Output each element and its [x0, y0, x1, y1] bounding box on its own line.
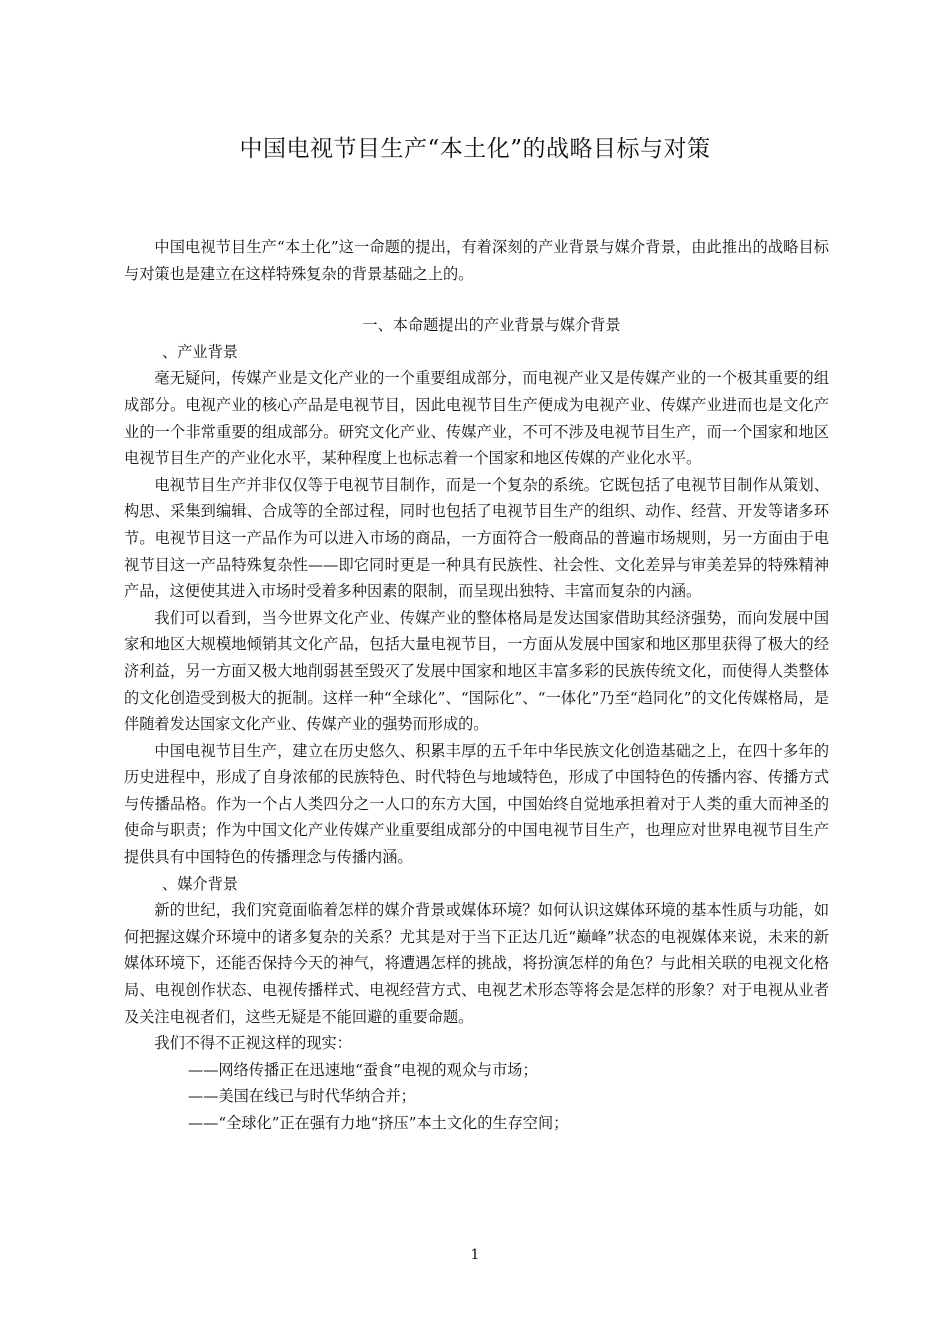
page-number: 1 [470, 1247, 480, 1263]
body-paragraph: 我们可以看到，当今世界文化产业、传媒产业的整体格局是发达国家借助其经济强势，而向发展中国家和地区大规模地倾销其文化产品，包括大量电视节目，一方面从发展中国家和地区那里获得了极大的经济利益，另一方面又极大地削弱甚至毁灭了发展中国家和地区丰富多彩的民族传统文化，而使得人类整体的文化创造受到极大的扼制。这样一种“全球化”、“国际化”、“一体化”乃至“趋同化”的文化传媒格局，是伴随着发达国家文化产业、传媒产业的强势而形成的。 [124, 608, 829, 734]
body-paragraph: 中国电视节目生产，建立在历史悠久、积累丰厚的五千年中华民族文化创造基础之上，在四十多年的历史进程中，形成了自身浓郁的民族特色、时代特色与地域特色，形成了中国特色的传播内容、传播方式与传播品格。作为一个占人类四分之一人口的东方大国，中国始终自觉地承担着对于人类的重大而神圣的使命与职责；作为中国文化产业传媒产业重要组成部分的中国电视节目生产，也理应对世界电视节目生产提供具有中国特色的传播理念与传播内涵。 [124, 741, 829, 867]
section-heading: 一、本命题提出的产业背景与媒介背景 [362, 316, 621, 335]
body-paragraph: 新的世纪，我们究竟面临着怎样的媒介背景或媒体环境？如何认识这媒体环境的基本性质与功能，如何把握这媒介环境中的诸多复杂的关系？尤其是对于当下正达几近“巅峰”状态的电视媒体来说，未来的新媒体环境下，还能否保持今天的神气，将遭遇怎样的挑战，将扮演怎样的角色？与此相关联的电视文化格局、电视创作状态、电视传播样式、电视经营方式、电视艺术形态等将会是怎样的形象？对于电视从业者及关注电视者们，这些无疑是不能回避的重要命题。 [124, 901, 829, 1026]
subsection-heading-industry: 、产业背景 [162, 342, 238, 361]
dash-list-item: ——“全球化”正在强有力地“挤压”本土文化的生存空间； [188, 1114, 569, 1132]
dash-list-item: ——美国在线已与时代华纳合并； [188, 1087, 416, 1106]
subsection-heading-media: 、媒介背景 [162, 874, 238, 893]
body-paragraph: 电视节目生产并非仅仅等于电视节目制作，而是一个复杂的系统。它既包括了电视节目制作从策划、构思、采集到编辑、合成等的全部过程，同时也包括了电视节目生产的组织、动作、经营、开发等诸多环节。电视节目这一产品作为可以进入市场的商品，一方面符合一般商品的普遍市场规则，另一方面由于电视节目这一产品特殊复杂性——即它同时更是一种具有民族性、社会性、文化差异与审美差异的特殊精神产品，这便使其进入市场时受着多种因素的限制，而呈现出独特、丰富而复杂的内涵。 [124, 475, 829, 601]
intro-paragraph: 中国电视节目生产“本土化”这一命题的提出，有着深刻的产业背景与媒介背景，由此推出的战略目标与对策也是建立在这样特殊复杂的背景基础之上的。 [124, 238, 829, 283]
dash-list-item: ——网络传播正在迅速地“蚕食”电视的观众与市场； [188, 1060, 538, 1079]
document-body [124, 234, 829, 1137]
body-paragraph: 我们不得不正视这样的现实： [154, 1034, 352, 1053]
body-paragraph: 毫无疑问，传媒产业是文化产业的一个重要组成部分，而电视产业又是传媒产业的一个极其重要的组成部分。电视产业的核心产品是电视节目，因此电视节目生产便成为电视产业、传媒产业进而也是文化产业的一个非常重要的组成部分。研究文化产业、传媒产业，不可不涉及电视节目生产，而一个国家和地区电视节目生产的产业化水平，某种程度上也标志着一个国家和地区传媒的产业化水平。 [124, 369, 829, 468]
document-title: 中国电视节目生产“本土化”的战略目标与对策 [239, 136, 711, 162]
